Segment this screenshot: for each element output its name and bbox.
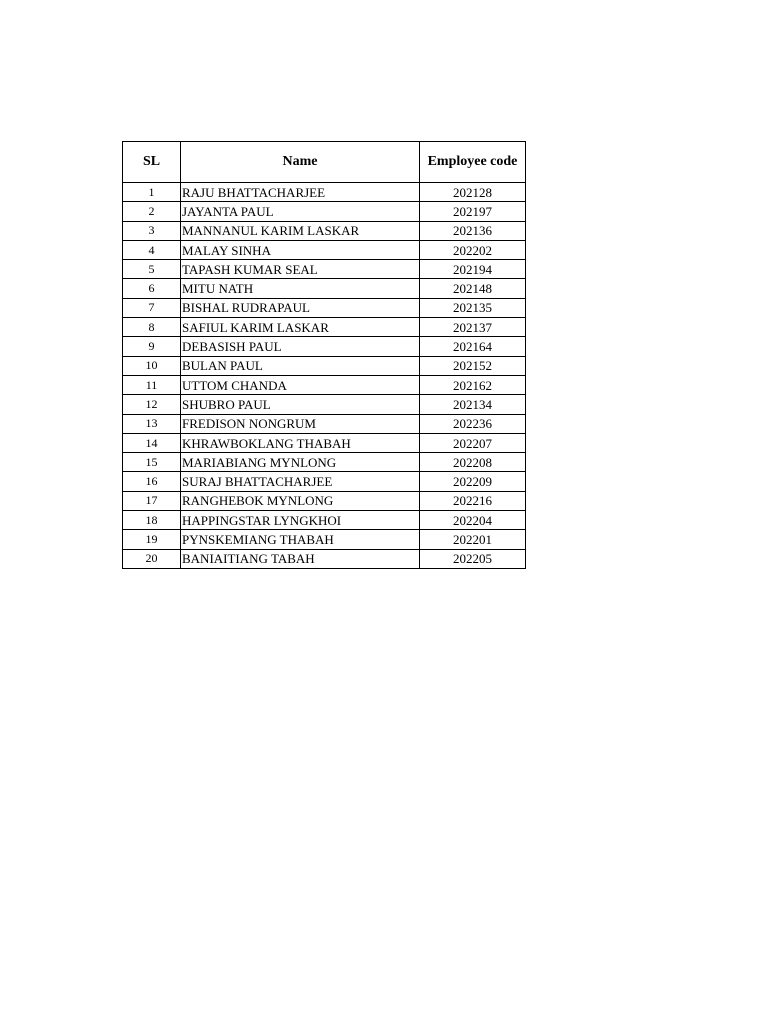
table-row — [123, 221, 526, 240]
table-row — [123, 183, 526, 202]
table-row — [123, 202, 526, 221]
table-row — [123, 337, 526, 356]
table-body — [123, 183, 526, 569]
cell-name: BISHAL RUDRAPAUL — [181, 298, 420, 317]
cell-employee-code: 202134 — [420, 395, 526, 414]
cell-name: FREDISON NONGRUM — [181, 414, 420, 433]
header-row — [123, 142, 526, 183]
cell-employee-code: 202202 — [420, 240, 526, 259]
table-row — [123, 549, 526, 568]
cell-name: HAPPINGSTAR LYNGKHOI — [181, 511, 420, 530]
cell-name: RANGHEBOK MYNLONG — [181, 491, 420, 510]
table-row — [123, 453, 526, 472]
cell-sl: 10 — [123, 356, 181, 375]
table-row — [123, 375, 526, 394]
cell-employee-code: 202208 — [420, 453, 526, 472]
cell-name: KHRAWBOKLANG THABAH — [181, 433, 420, 452]
cell-employee-code: 202164 — [420, 337, 526, 356]
cell-employee-code: 202209 — [420, 472, 526, 491]
cell-name: SHUBRO PAUL — [181, 395, 420, 414]
cell-sl: 15 — [123, 453, 181, 472]
cell-name: BULAN PAUL — [181, 356, 420, 375]
cell-name: TAPASH KUMAR SEAL — [181, 260, 420, 279]
table-row — [123, 433, 526, 452]
table-row — [123, 356, 526, 375]
cell-sl: 4 — [123, 240, 181, 259]
cell-name: DEBASISH PAUL — [181, 337, 420, 356]
cell-employee-code: 202152 — [420, 356, 526, 375]
table-row — [123, 414, 526, 433]
cell-sl: 2 — [123, 202, 181, 221]
cell-employee-code: 202205 — [420, 549, 526, 568]
cell-name: BANIAITIANG TABAH — [181, 549, 420, 568]
table-header — [123, 142, 526, 183]
table-row — [123, 240, 526, 259]
cell-name: SURAJ BHATTACHARJEE — [181, 472, 420, 491]
table-row — [123, 279, 526, 298]
cell-sl: 6 — [123, 279, 181, 298]
cell-name: RAJU BHATTACHARJEE — [181, 183, 420, 202]
table-row — [123, 395, 526, 414]
table-row — [123, 491, 526, 510]
cell-sl: 20 — [123, 549, 181, 568]
cell-sl: 5 — [123, 260, 181, 279]
cell-employee-code: 202148 — [420, 279, 526, 298]
table-row — [123, 511, 526, 530]
cell-sl: 19 — [123, 530, 181, 549]
cell-name: MANNANUL KARIM LASKAR — [181, 221, 420, 240]
cell-employee-code: 202128 — [420, 183, 526, 202]
employee-table — [122, 141, 526, 569]
cell-name: MARIABIANG MYNLONG — [181, 453, 420, 472]
cell-sl: 11 — [123, 375, 181, 394]
table-row — [123, 260, 526, 279]
cell-employee-code: 202136 — [420, 221, 526, 240]
cell-sl: 14 — [123, 433, 181, 452]
table-row — [123, 318, 526, 337]
cell-sl: 1 — [123, 183, 181, 202]
header-sl: SL — [123, 142, 181, 183]
cell-name: UTTOM CHANDA — [181, 375, 420, 394]
table-row — [123, 298, 526, 317]
cell-employee-code: 202197 — [420, 202, 526, 221]
cell-sl: 16 — [123, 472, 181, 491]
cell-sl: 12 — [123, 395, 181, 414]
cell-sl: 7 — [123, 298, 181, 317]
cell-name: MITU NATH — [181, 279, 420, 298]
cell-sl: 13 — [123, 414, 181, 433]
cell-employee-code: 202201 — [420, 530, 526, 549]
cell-employee-code: 202216 — [420, 491, 526, 510]
cell-employee-code: 202135 — [420, 298, 526, 317]
cell-employee-code: 202207 — [420, 433, 526, 452]
cell-employee-code: 202162 — [420, 375, 526, 394]
cell-name: SAFIUL KARIM LASKAR — [181, 318, 420, 337]
cell-employee-code: 202137 — [420, 318, 526, 337]
cell-employee-code: 202236 — [420, 414, 526, 433]
cell-sl: 3 — [123, 221, 181, 240]
cell-sl: 8 — [123, 318, 181, 337]
cell-sl: 18 — [123, 511, 181, 530]
cell-employee-code: 202204 — [420, 511, 526, 530]
cell-name: JAYANTA PAUL — [181, 202, 420, 221]
header-name: Name — [181, 142, 420, 183]
cell-sl: 17 — [123, 491, 181, 510]
cell-employee-code: 202194 — [420, 260, 526, 279]
cell-name: MALAY SINHA — [181, 240, 420, 259]
table-row — [123, 472, 526, 491]
cell-sl: 9 — [123, 337, 181, 356]
header-employee-code: Employee code — [420, 142, 526, 183]
table-row — [123, 530, 526, 549]
cell-name: PYNSKEMIANG THABAH — [181, 530, 420, 549]
